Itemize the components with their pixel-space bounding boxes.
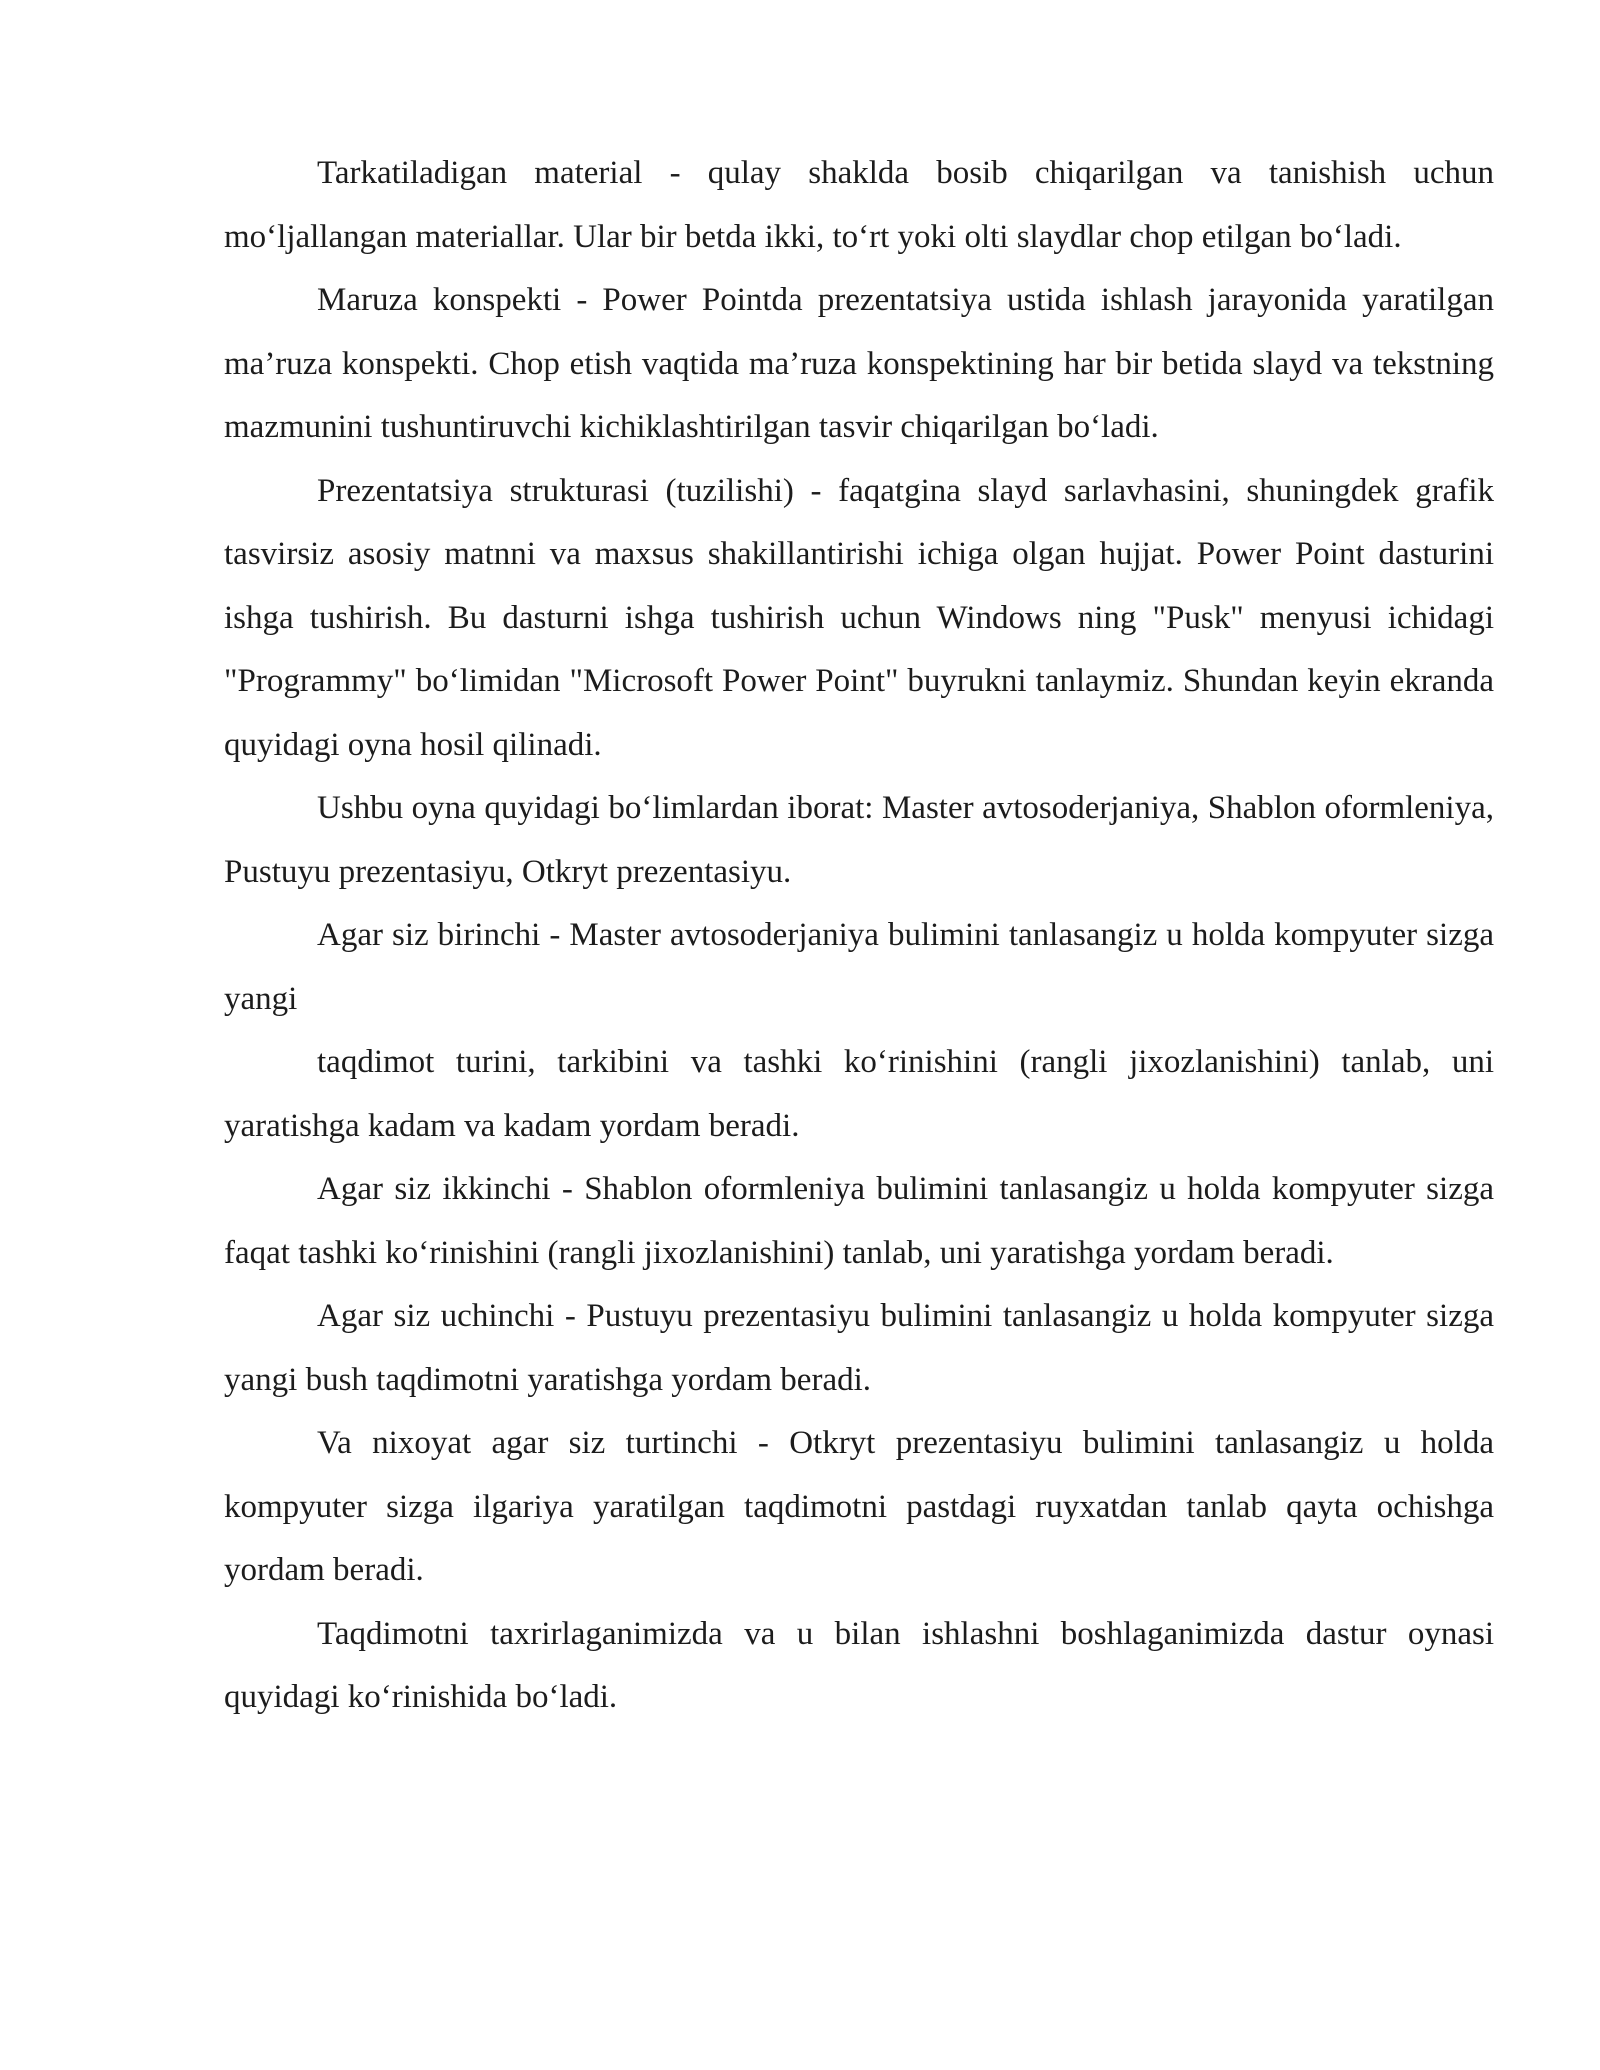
paragraph-editing-window: Taqdimotni taxrirlaganimizda va u bilan ishlashni boshlaganimizda dastur oynasi quyidagi ko‘rinishida bo‘ladi. [224, 1615, 1494, 1715]
paragraph-presentation-structure: Prezentatsiya strukturasi (tuzilishi) - faqatgina slayd sarlavhasini, shuningdek grafik tasvirsiz asosiy matnni va maxsus shakillantirishi ichiga olgan hujjat. Power Point dasturini ishga tushirish. Bu dasturni ishga tushirish uchun Windows ning "Pusk" menyusi ichidagi "Programmy" bo‘limidan "Microsoft Power Point" buyrukni tanlaymiz. Shundan keyin ekranda quyidagi oyna hosil qilinadi. [224, 472, 1494, 763]
paragraph-lecture-notes: Maruza konspekti - Power Pointda prezentatsiya ustida ishlash jarayonida yaratilgan ma’ruza konspekti. Chop etish vaqtida ma’ruza konspektining har bir betida slayd va tekstning mazmunini tushuntiruvchi kichiklashtirilgan tasvir chiqarilgan bo‘ladi. [224, 282, 1494, 445]
paragraph-second-option: Agar siz ikkinchi - Shablon oformleniya bulimini tanlasangiz u holda kompyuter sizga faqat tashki ko‘rinishini (rangli jixozlanishini) tanlab, uni yaratishga yordam beradi. [224, 1171, 1494, 1271]
paragraph-fourth-option: Va nixoyat agar siz turtinchi - Otkryt prezentasiyu bulimini tanlasangiz u holda kompyuter sizga ilgariya yaratilgan taqdimotni pastdagi ruyxatdan tanlab qayta ochishga yordam beradi. [224, 1425, 1494, 1588]
paragraph-window-sections: Ushbu oyna quyidagi bo‘limlardan iborat: Master avtosoderjaniya, Shablon oformleniya, Pustuyu prezentasiyu, Otkryt prezentasiyu. [224, 790, 1494, 890]
document-body [224, 142, 1494, 1730]
paragraph-first-option: Agar siz birinchi - Master avtosoderjaniya bulimini tanlasangiz u holda kompyuter sizga yangi [224, 917, 1494, 1017]
paragraph-third-option: Agar siz uchinchi - Pustuyu prezentasiyu bulimini tanlasangiz u holda kompyuter sizga yangi bush taqdimotni yaratishga yordam beradi. [224, 1298, 1494, 1398]
paragraph-first-option-continued: taqdimot turini, tarkibini va tashki ko‘rinishini (rangli jixozlanishini) tanlab, uni yaratishga kadam va kadam yordam beradi. [224, 1044, 1494, 1144]
paragraph-handouts: Tarkatiladigan material - qulay shaklda bosib chiqarilgan va tanishish uchun mo‘ljallangan materiallar. Ular bir betda ikki, to‘rt yoki olti slaydlar chop etilgan bo‘ladi. [224, 155, 1494, 255]
